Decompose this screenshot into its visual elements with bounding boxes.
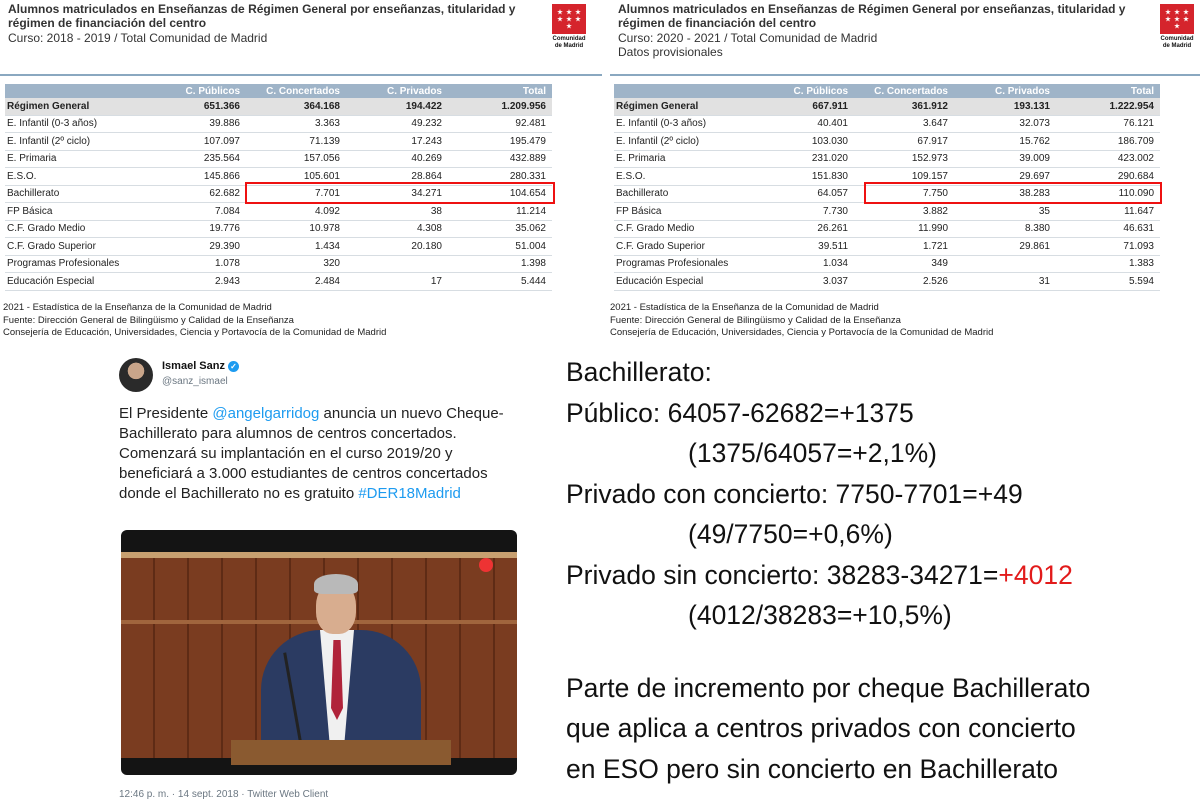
row-label: Bachillerato bbox=[614, 185, 776, 203]
table-cell: 151.830 bbox=[776, 168, 854, 186]
table-cell: 71.139 bbox=[246, 133, 346, 151]
table-cell: 39.886 bbox=[168, 115, 246, 133]
header-label-cell bbox=[5, 84, 168, 98]
table-cell: 31 bbox=[954, 273, 1056, 291]
row-label: Programas Profesionales bbox=[5, 255, 168, 273]
table-cell: 320 bbox=[246, 255, 346, 273]
table-cell: 2.484 bbox=[246, 273, 346, 291]
table-cell: 186.709 bbox=[1056, 133, 1160, 151]
table-cell: 8.380 bbox=[954, 220, 1056, 238]
table-cell: 651.366 bbox=[168, 98, 246, 115]
wall-molding bbox=[121, 552, 517, 558]
table-cell: 349 bbox=[854, 255, 954, 273]
row-label: E. Infantil (2º ciclo) bbox=[614, 133, 776, 151]
table-cell: 5.594 bbox=[1056, 273, 1160, 291]
table-cell: 1.383 bbox=[1056, 255, 1160, 273]
row-label: Régimen General bbox=[614, 98, 776, 115]
column-header: C. Privados bbox=[346, 84, 448, 98]
tweet-text: El Presidente @angelgarridog anuncia un nuevo Cheque-Bachillerato para alumnos de centros concertados. Comenzará su implantación en el curso 2019/20 y beneficiará a 3.000 estudiantes de centros concertados donde el Bachillerato no es gratuito #DER18Madrid bbox=[119, 405, 504, 502]
stats-title: Alumnos matriculados en Enseñanzas de Régimen General por enseñanzas, titularidad y régimen de financiación del centro bbox=[618, 2, 1126, 30]
table-cell: 38.283 bbox=[954, 185, 1056, 203]
analysis-concierto-pct: (49/7750=+0,6%) bbox=[688, 519, 893, 549]
footer-line: Fuente: Dirección General de Bilingüismo y Calidad de la Enseñanza bbox=[3, 314, 294, 326]
tweet-handle[interactable]: @sanz_ismael bbox=[162, 376, 228, 387]
comunidad-madrid-logo bbox=[1156, 4, 1198, 56]
table-cell: 7.750 bbox=[854, 185, 954, 203]
table-cell: 1.434 bbox=[246, 238, 346, 256]
table-cell: 40.401 bbox=[776, 115, 854, 133]
table-cell: 1.209.956 bbox=[448, 98, 552, 115]
table-cell: 3.882 bbox=[854, 203, 954, 221]
column-header: C. Públicos bbox=[168, 84, 246, 98]
table-cell: 49.232 bbox=[346, 115, 448, 133]
row-label: E.S.O. bbox=[5, 168, 168, 186]
table-cell: 423.002 bbox=[1056, 150, 1160, 168]
table-cell: 4.092 bbox=[246, 203, 346, 221]
table-cell: 32.073 bbox=[954, 115, 1056, 133]
table-cell: 3.647 bbox=[854, 115, 954, 133]
table-row bbox=[614, 220, 1160, 238]
row-label: C.F. Grado Superior bbox=[614, 238, 776, 256]
column-header: C. Privados bbox=[954, 84, 1056, 98]
table-cell: 2.526 bbox=[854, 273, 954, 291]
stats-panel-2018-2019 bbox=[0, 0, 604, 345]
separator-bar bbox=[0, 74, 602, 76]
row-label: E. Infantil (0-3 años) bbox=[5, 115, 168, 133]
table-cell: 152.973 bbox=[854, 150, 954, 168]
table-cell: 107.097 bbox=[168, 133, 246, 151]
hashtag-link[interactable]: #DER18Madrid bbox=[358, 485, 461, 502]
table-cell: 17 bbox=[346, 273, 448, 291]
table-cell: 361.912 bbox=[854, 98, 954, 115]
table-cell: 103.030 bbox=[776, 133, 854, 151]
tweet-timestamp[interactable]: 12:46 p. m. · 14 sept. 2018 · Twitter Web Client bbox=[119, 789, 329, 800]
row-label: Régimen General bbox=[5, 98, 168, 115]
footer-line: Consejería de Educación, Universidades, Ciencia y Portavocía de la Comunidad de Madrid bbox=[610, 327, 994, 338]
separator-bar bbox=[610, 74, 1200, 76]
table-row bbox=[614, 150, 1160, 168]
table-cell: 34.271 bbox=[346, 185, 448, 203]
row-label: C.F. Grado Medio bbox=[5, 220, 168, 238]
table-cell: 2.943 bbox=[168, 273, 246, 291]
table-cell: 26.261 bbox=[776, 220, 854, 238]
table-row bbox=[5, 98, 552, 115]
column-header: Total bbox=[1056, 84, 1160, 98]
table-cell: 20.180 bbox=[346, 238, 448, 256]
row-label: E. Primaria bbox=[5, 150, 168, 168]
bachillerato-highlight bbox=[864, 182, 1162, 204]
table-cell: 71.093 bbox=[1056, 238, 1160, 256]
table-cell: 64.057 bbox=[776, 185, 854, 203]
table-cell: 35 bbox=[954, 203, 1056, 221]
madrid-flag-icon bbox=[1160, 4, 1194, 34]
row-label: C.F. Grado Medio bbox=[614, 220, 776, 238]
conclusion-line-2: que aplica a centros privados con concierto bbox=[566, 713, 1076, 743]
column-header: C. Concertados bbox=[246, 84, 346, 98]
table-cell: 11.647 bbox=[1056, 203, 1160, 221]
speaker-hair bbox=[314, 574, 358, 594]
table-row bbox=[5, 133, 552, 151]
mention-link[interactable]: @angelgarridog bbox=[212, 405, 320, 422]
table-row bbox=[5, 273, 552, 291]
table-cell bbox=[954, 255, 1056, 273]
table-row bbox=[5, 150, 552, 168]
table-cell: 1.078 bbox=[168, 255, 246, 273]
bachillerato-highlight bbox=[245, 182, 555, 204]
table-cell: 11.990 bbox=[854, 220, 954, 238]
table-cell: 7.730 bbox=[776, 203, 854, 221]
logo-text: Comunidad de Madrid bbox=[1160, 36, 1194, 49]
table-cell: 231.020 bbox=[776, 150, 854, 168]
stats-panel-2020-2021 bbox=[610, 0, 1200, 345]
table-cell: 17.243 bbox=[346, 133, 448, 151]
table-cell: 235.564 bbox=[168, 150, 246, 168]
row-label: Programas Profesionales bbox=[614, 255, 776, 273]
table-cell: 46.631 bbox=[1056, 220, 1160, 238]
row-label: E. Primaria bbox=[614, 150, 776, 168]
conclusion-line-3: en ESO pero sin concierto en Bachillerato bbox=[566, 753, 1058, 784]
table-cell bbox=[346, 255, 448, 273]
table-cell: 195.479 bbox=[448, 133, 552, 151]
table-cell: 1.034 bbox=[776, 255, 854, 273]
table-cell: 29.390 bbox=[168, 238, 246, 256]
table-row bbox=[614, 255, 1160, 273]
table-row bbox=[614, 98, 1160, 115]
table-cell: 28.864 bbox=[346, 168, 448, 186]
broadcast-logo-icon bbox=[479, 558, 493, 572]
table-cell: 667.911 bbox=[776, 98, 854, 115]
footer-line: 2021 - Estadística de la Enseñanza de la Comunidad de Madrid bbox=[610, 302, 879, 313]
row-label: Educación Especial bbox=[5, 273, 168, 291]
table-cell: 76.121 bbox=[1056, 115, 1160, 133]
table-cell: 109.157 bbox=[854, 168, 954, 186]
table-cell: 10.978 bbox=[246, 220, 346, 238]
table-cell: 51.004 bbox=[448, 238, 552, 256]
table-row bbox=[614, 273, 1160, 291]
analysis-publico: Público: 64057-62682=+1375 bbox=[566, 397, 914, 428]
row-label: E.S.O. bbox=[614, 168, 776, 186]
table-cell: 193.131 bbox=[954, 98, 1056, 115]
table-cell: 38 bbox=[346, 203, 448, 221]
analysis-text bbox=[566, 352, 1196, 789]
verified-badge-icon: ✓ bbox=[228, 361, 239, 372]
table-cell: 40.269 bbox=[346, 150, 448, 168]
table-cell: 105.601 bbox=[246, 168, 346, 186]
analysis-heading: Bachillerato: bbox=[566, 357, 712, 387]
table-cell: 1.222.954 bbox=[1056, 98, 1160, 115]
increase-value: +4012 bbox=[998, 559, 1073, 590]
footer-line: Fuente: Dirección General de Bilingüismo y Calidad de la Enseñanza bbox=[610, 314, 901, 326]
table-row bbox=[5, 238, 552, 256]
table-row bbox=[614, 203, 1160, 221]
tweet-media-image[interactable] bbox=[121, 530, 517, 775]
table-cell: 39.511 bbox=[776, 238, 854, 256]
table-cell: 280.331 bbox=[448, 168, 552, 186]
table-cell: 29.861 bbox=[954, 238, 1056, 256]
conclusion-line-1: Parte de incremento por cheque Bachillerato bbox=[566, 672, 1091, 703]
analysis-concierto: Privado con concierto: 7750-7701=+49 bbox=[566, 478, 1023, 509]
lectern bbox=[231, 740, 451, 765]
table-row bbox=[5, 220, 552, 238]
column-header: C. Concertados bbox=[854, 84, 954, 98]
table-cell: 104.654 bbox=[448, 185, 552, 203]
table-cell: 3.037 bbox=[776, 273, 854, 291]
table-row bbox=[614, 133, 1160, 151]
table-cell: 19.776 bbox=[168, 220, 246, 238]
table-row bbox=[5, 203, 552, 221]
table-header-row bbox=[614, 84, 1160, 98]
table-cell: 1.721 bbox=[854, 238, 954, 256]
analysis-publico-pct: (1375/64057=+2,1%) bbox=[688, 438, 938, 468]
table-cell: 290.684 bbox=[1056, 168, 1160, 186]
stats-title: Alumnos matriculados en Enseñanzas de Régimen General por enseñanzas, titularidad y régimen de financiación del centro bbox=[8, 2, 516, 30]
tweet-card[interactable] bbox=[108, 348, 528, 805]
table-cell: 3.363 bbox=[246, 115, 346, 133]
table-cell: 92.481 bbox=[448, 115, 552, 133]
column-header: Total bbox=[448, 84, 552, 98]
stats-footer bbox=[610, 302, 993, 340]
avatar[interactable] bbox=[119, 358, 153, 392]
table-header-row bbox=[5, 84, 552, 98]
table-cell: 194.422 bbox=[346, 98, 448, 115]
table-cell: 29.697 bbox=[954, 168, 1056, 186]
row-label: E. Infantil (0-3 años) bbox=[614, 115, 776, 133]
stats-subtitle: Curso: 2018 - 2019 / Total Comunidad de Madrid bbox=[8, 31, 268, 45]
column-header: C. Públicos bbox=[776, 84, 854, 98]
table-row bbox=[614, 115, 1160, 133]
table-cell: 35.062 bbox=[448, 220, 552, 238]
row-label: Educación Especial bbox=[614, 273, 776, 291]
stats-footer bbox=[3, 302, 386, 340]
table-cell: 432.889 bbox=[448, 150, 552, 168]
madrid-flag-icon bbox=[552, 4, 586, 34]
row-label: C.F. Grado Superior bbox=[5, 238, 168, 256]
table-cell: 62.682 bbox=[168, 185, 246, 203]
analysis-sin-concierto-pct: (4012/38283=+10,5%) bbox=[688, 600, 952, 630]
comunidad-madrid-logo bbox=[548, 4, 590, 56]
table-cell: 1.398 bbox=[448, 255, 552, 273]
table-cell: 364.168 bbox=[246, 98, 346, 115]
table-cell: 67.917 bbox=[854, 133, 954, 151]
tweet-author[interactable]: Ismael Sanz ✓ bbox=[162, 360, 239, 372]
row-label: FP Básica bbox=[5, 203, 168, 221]
header-label-cell bbox=[614, 84, 776, 98]
stats-note: Datos provisionales bbox=[618, 45, 723, 59]
logo-text: Comunidad de Madrid bbox=[552, 36, 586, 49]
table-cell: 157.056 bbox=[246, 150, 346, 168]
analysis-sin-concierto: Privado sin concierto: 38283-34271=+4012 bbox=[566, 559, 1073, 590]
table-cell: 4.308 bbox=[346, 220, 448, 238]
table-cell: 39.009 bbox=[954, 150, 1056, 168]
row-label: Bachillerato bbox=[5, 185, 168, 203]
table-row bbox=[5, 255, 552, 273]
row-label: FP Básica bbox=[614, 203, 776, 221]
table-row bbox=[614, 238, 1160, 256]
table-cell: 110.090 bbox=[1056, 185, 1160, 203]
table-cell: 7.084 bbox=[168, 203, 246, 221]
table-cell: 15.762 bbox=[954, 133, 1056, 151]
footer-line: Consejería de Educación, Universidades, Ciencia y Portavocía de la Comunidad de Madrid bbox=[3, 327, 387, 338]
table-row bbox=[5, 115, 552, 133]
row-label: E. Infantil (2º ciclo) bbox=[5, 133, 168, 151]
table-cell: 11.214 bbox=[448, 203, 552, 221]
table-cell: 5.444 bbox=[448, 273, 552, 291]
stats-subtitle: Curso: 2020 - 2021 / Total Comunidad de Madrid bbox=[618, 31, 878, 45]
footer-line: 2021 - Estadística de la Enseñanza de la Comunidad de Madrid bbox=[3, 302, 272, 313]
table-cell: 145.866 bbox=[168, 168, 246, 186]
table-cell: 7.701 bbox=[246, 185, 346, 203]
